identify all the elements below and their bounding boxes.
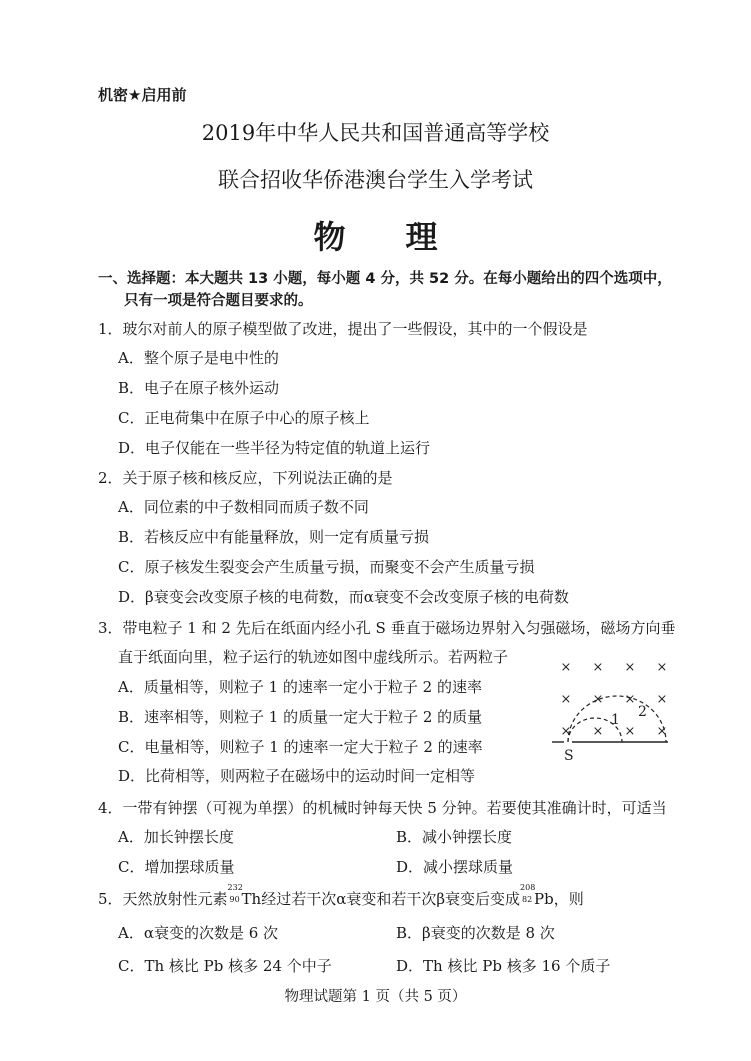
- q4-stem: 4．一带有钟摆（可视为单摆）的机械时钟每天快 5 分钟。若要使其准确计时，可适当: [98, 799, 667, 817]
- field-mark: ×: [592, 660, 604, 675]
- magnetic-field-figure: [548, 652, 678, 768]
- label-1: 1: [611, 712, 620, 728]
- q2-option-b: B．若核反应中有能量释放，则一定有质量亏损: [118, 528, 430, 546]
- th-nuclide-numbers: [227, 883, 243, 904]
- q2-option-c: C．原子核发生裂变会产生质量亏损，而聚变不会产生质量亏损: [118, 558, 535, 576]
- q5-option-d: D．Th 核比 Pb 核多 16 个质子: [396, 957, 611, 975]
- q5-stem-part-a: 5．天然放射性元素: [98, 890, 228, 908]
- label-s: S: [564, 748, 574, 764]
- q5-stem-part-b: 经过若干次α衰变和若干次β衰变后变成: [261, 890, 521, 908]
- field-mark: ×: [592, 724, 604, 739]
- q5-stem-part-c: ，则: [553, 890, 584, 908]
- th-atomic-number: 90: [229, 895, 240, 904]
- section-instruction-line1: 一、选择题：本大题共 13 小题，每小题 4 分，共 52 分。在每小题给出的四个选项中，: [98, 271, 672, 287]
- pb-symbol: Pb: [534, 890, 554, 908]
- q3-option-b: B．速率相等，则粒子 1 的质量一定大于粒子 2 的质量: [118, 708, 483, 726]
- q3-option-c: C．电量相等，则粒子 1 的速率一定大于粒子 2 的速率: [118, 738, 483, 756]
- field-mark: ×: [656, 724, 668, 739]
- subject-char-1: 物: [313, 218, 346, 256]
- q4-option-b: B．减小钟摆长度: [396, 828, 513, 846]
- field-mark: ×: [624, 692, 636, 707]
- exam-title-line2: 联合招收华侨港澳台学生入学考试: [218, 168, 533, 192]
- field-mark: ×: [560, 660, 572, 675]
- field-mark: ×: [656, 692, 668, 707]
- q1-option-a: A．整个原子是电中性的: [118, 349, 279, 367]
- q1-stem: 1．玻尔对前人的原子模型做了改进，提出了一些假设，其中的一个假设是: [98, 320, 588, 338]
- field-mark: ×: [656, 660, 668, 675]
- q3-stem-line2: 直于纸面向里，粒子运行的轨迹如图中虚线所示。若两粒子: [118, 648, 509, 666]
- q5-option-c: C．Th 核比 Pb 核多 24 个中子: [118, 957, 332, 975]
- q1-option-c: C．正电荷集中在原子中心的原子核上: [118, 409, 370, 427]
- q3-option-d: D．比荷相等，则两粒子在磁场中的运动时间一定相等: [118, 767, 476, 785]
- q4-option-d: D．减小摆球质量: [396, 858, 514, 876]
- q4-option-a: A．加长钟摆长度: [118, 828, 234, 846]
- q5-option-a: A．α衰变的次数是 6 次: [118, 924, 279, 942]
- q2-stem: 2．关于原子核和核反应，下列说法正确的是: [98, 469, 393, 487]
- field-mark: ×: [560, 724, 572, 739]
- label-2: 2: [638, 704, 647, 720]
- page-footer: 物理试题第 1 页（共 5 页）: [284, 989, 467, 1005]
- q2-option-a: A．同位素的中子数相同而质子数不同: [118, 498, 369, 516]
- q3-stem-line1: 3．带电粒子 1 和 2 先后在纸面内经小孔 S 垂直于磁场边界射入匀强磁场，磁场方向垂: [98, 619, 676, 637]
- th-symbol: Th: [241, 890, 262, 908]
- q5-stem: [98, 883, 584, 909]
- q4-option-c: C．增加摆球质量: [118, 858, 235, 876]
- th-mass-number: 232: [227, 883, 243, 892]
- pb-nuclide-numbers: [520, 883, 536, 904]
- section-instruction-line2: 只有一项是符合题目要求的。: [124, 293, 313, 309]
- field-mark: ×: [624, 724, 636, 739]
- q2-option-d: D．β衰变会改变原子核的电荷数，而α衰变不会改变原子核的电荷数: [118, 588, 569, 606]
- q3-option-a: A．质量相等，则粒子 1 的速率一定小于粒子 2 的速率: [118, 678, 482, 696]
- q5-option-b: B．β衰变的次数是 8 次: [396, 924, 555, 942]
- subject-title: [0, 212, 751, 258]
- pb-mass-number: 208: [520, 883, 536, 892]
- field-mark: ×: [592, 692, 604, 707]
- field-mark: ×: [624, 660, 636, 675]
- subject-char-2: 理: [405, 218, 438, 256]
- q1-option-d: D．电子仅能在一些半径为特定值的轨道上运行: [118, 439, 431, 457]
- confidential-mark: 机密★启用前: [98, 86, 187, 104]
- field-mark: ×: [560, 692, 572, 707]
- pb-atomic-number: 82: [522, 895, 533, 904]
- exam-title-line1: 2019年中华人民共和国普通高等学校: [201, 121, 550, 145]
- q1-option-b: B．电子在原子核外运动: [118, 379, 280, 397]
